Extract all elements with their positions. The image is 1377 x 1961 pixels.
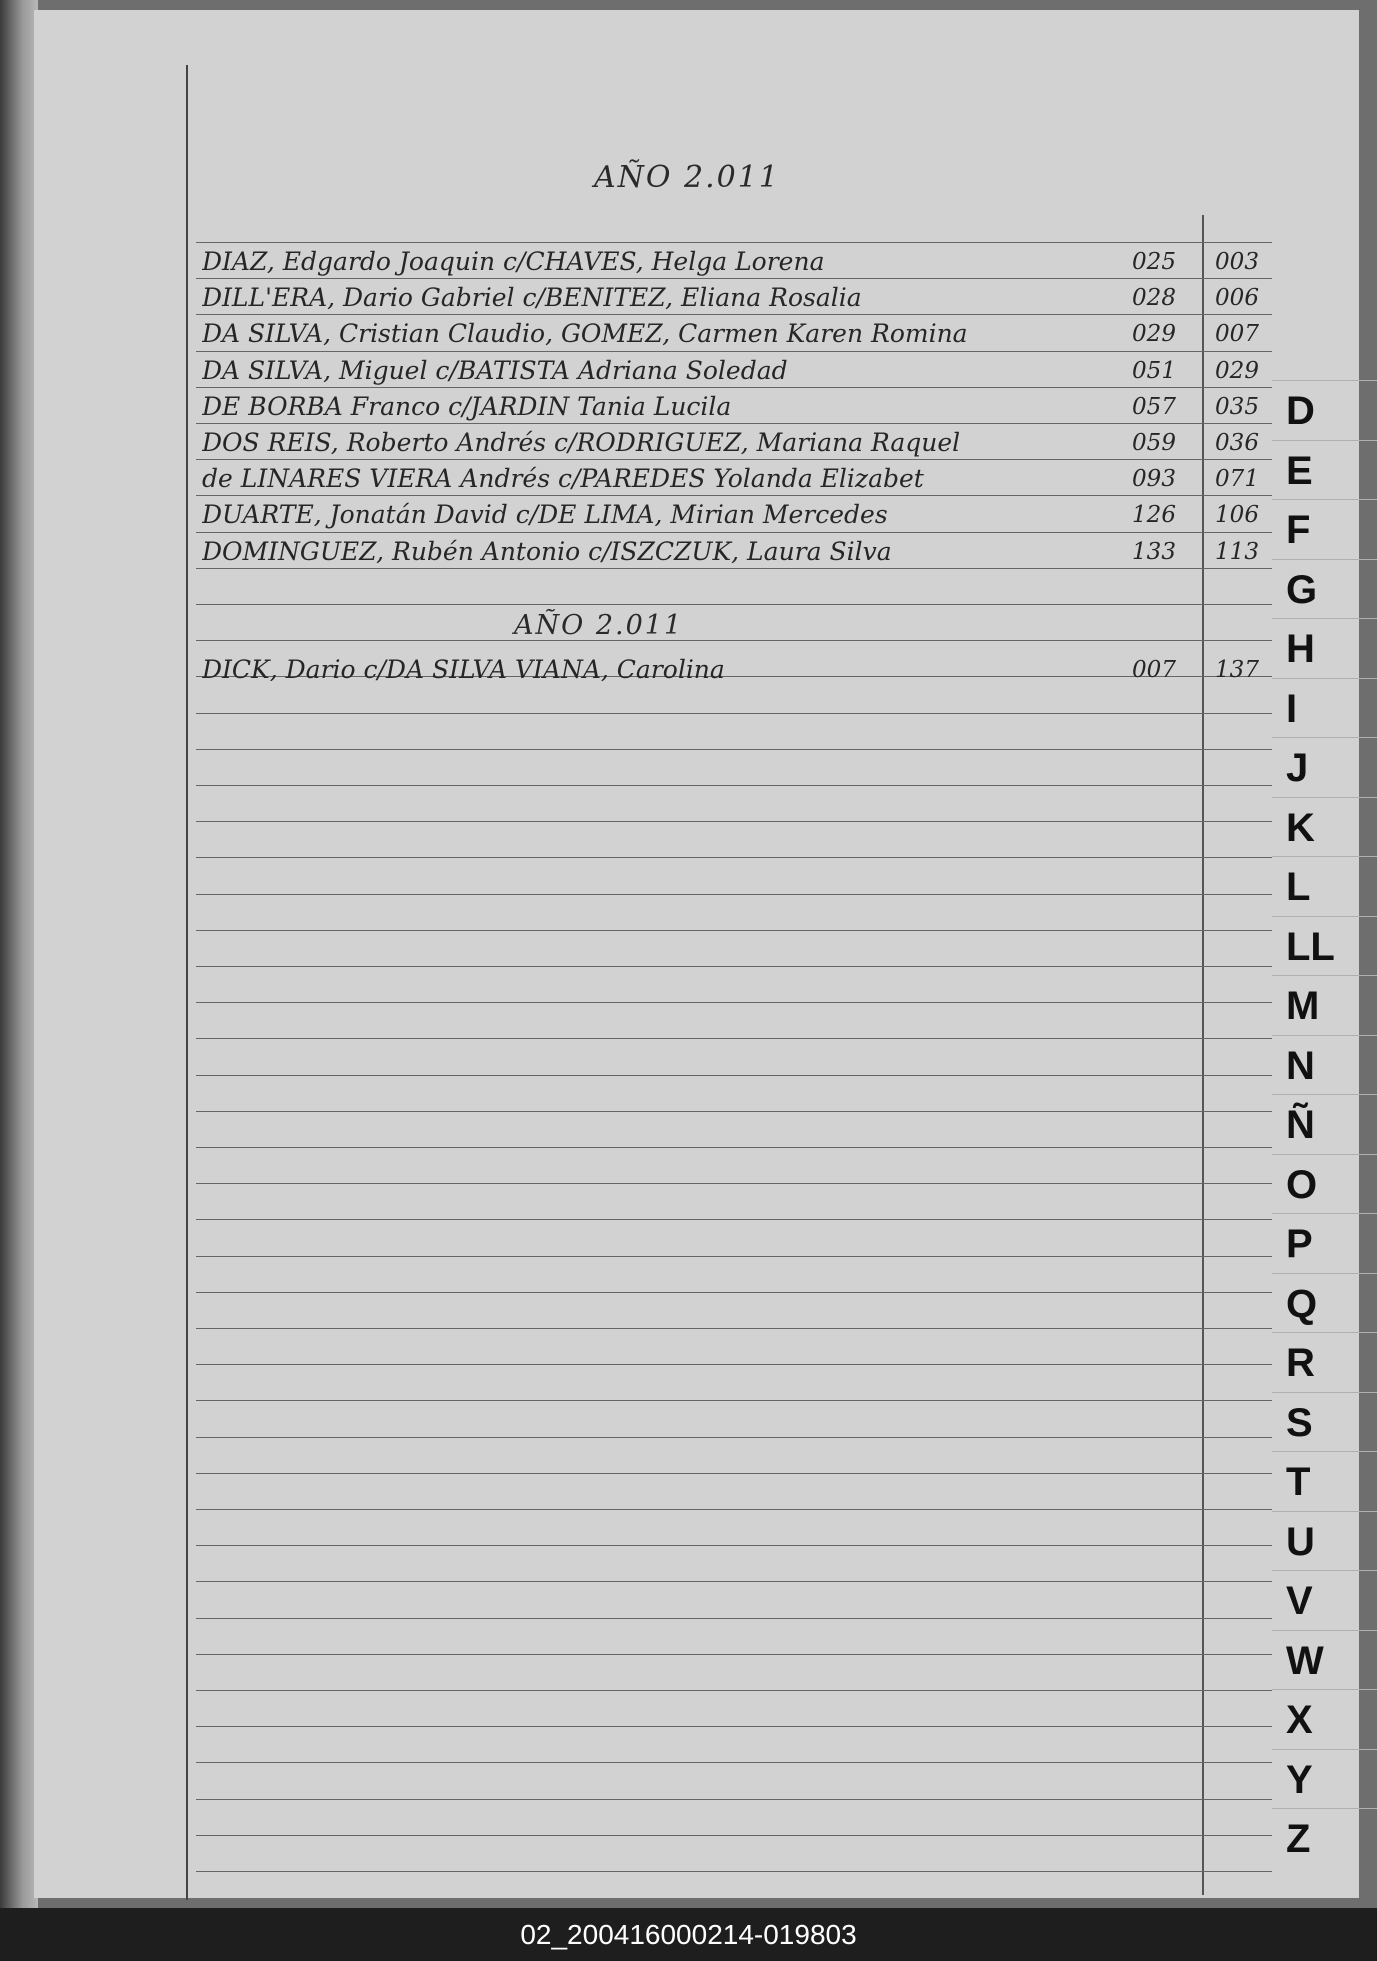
entry-name: DIAZ, Edgardo Joaquin c/CHAVES, Helga Lorena	[202, 247, 825, 276]
entry-number: 051	[1132, 358, 1176, 384]
ruled-line	[196, 1111, 1272, 1112]
entry-row	[202, 356, 1272, 390]
ruled-line	[196, 1509, 1272, 1510]
index-tab[interactable]: X	[1272, 1689, 1377, 1749]
entry-row	[202, 655, 1272, 689]
entry-folio: 003	[1215, 249, 1259, 275]
ruled-line	[196, 1618, 1272, 1619]
index-tab[interactable]: M	[1272, 975, 1377, 1035]
ruled-line	[196, 966, 1272, 967]
entry-row	[202, 247, 1272, 281]
ruled-line	[196, 749, 1272, 750]
ruled-line	[196, 857, 1272, 858]
ledger-page	[34, 10, 1359, 1898]
index-tab[interactable]: E	[1272, 440, 1377, 500]
entry-name: DICK, Dario c/DA SILVA VIANA, Carolina	[202, 655, 725, 684]
index-tab[interactable]: D	[1272, 380, 1377, 440]
entry-folio: 113	[1215, 539, 1259, 565]
index-tab[interactable]: G	[1272, 559, 1377, 619]
ruled-line	[196, 1690, 1272, 1691]
ruled-line	[196, 930, 1272, 931]
entry-name: DILL'ERA, Dario Gabriel c/BENITEZ, Eliana Rosalia	[202, 283, 862, 312]
index-tab[interactable]: K	[1272, 797, 1377, 857]
ruled-line	[196, 785, 1272, 786]
entry-row	[202, 428, 1272, 462]
entry-folio: 036	[1215, 430, 1259, 456]
index-tab[interactable]: Z	[1272, 1808, 1377, 1868]
entry-row	[202, 283, 1272, 317]
index-tab[interactable]: Q	[1272, 1273, 1377, 1333]
entry-row	[202, 500, 1272, 534]
index-tab[interactable]: T	[1272, 1451, 1377, 1511]
entry-folio: 106	[1215, 502, 1259, 528]
ruled-line	[196, 1835, 1272, 1836]
entry-folio: 006	[1215, 285, 1259, 311]
entry-number: 007	[1132, 657, 1176, 683]
index-tab[interactable]: R	[1272, 1332, 1377, 1392]
ruled-line	[196, 1147, 1272, 1148]
ruled-line	[196, 1400, 1272, 1401]
ruled-line	[196, 1256, 1272, 1257]
index-tab[interactable]: S	[1272, 1392, 1377, 1452]
left-margin-line	[186, 65, 188, 1900]
ruled-line	[196, 1002, 1272, 1003]
scan-footer-id: 02_200416000214-019803	[520, 1919, 857, 1950]
ruled-line	[196, 1364, 1272, 1365]
alphabet-index-tabs	[1272, 380, 1377, 1880]
second-heading: AÑO 2.011	[514, 610, 684, 641]
index-tab[interactable]: L	[1272, 856, 1377, 916]
index-tab[interactable]: LL	[1272, 916, 1377, 976]
ruled-line	[196, 1219, 1272, 1220]
index-tab[interactable]: F	[1272, 499, 1377, 559]
ruled-line	[196, 1726, 1272, 1727]
ruled-line	[196, 1292, 1272, 1293]
entry-name: DOMINGUEZ, Rubén Antonio c/ISZCZUK, Laura Silva	[202, 537, 892, 566]
entry-folio: 029	[1215, 358, 1259, 384]
index-tab[interactable]: W	[1272, 1630, 1377, 1690]
entry-name: DOS REIS, Roberto Andrés c/RODRIGUEZ, Mariana Raquel	[202, 428, 961, 457]
entry-row	[202, 464, 1272, 498]
entry-name: DA SILVA, Miguel c/BATISTA Adriana Soledad	[202, 356, 788, 385]
page-heading: AÑO 2.011	[594, 160, 780, 195]
ruled-line	[196, 821, 1272, 822]
index-tab[interactable]: N	[1272, 1035, 1377, 1095]
ruled-line	[196, 1871, 1272, 1872]
ruled-line	[196, 1545, 1272, 1546]
index-tab[interactable]: J	[1272, 737, 1377, 797]
entry-number: 133	[1132, 539, 1176, 565]
ruled-line	[196, 1437, 1272, 1438]
entry-folio: 137	[1215, 657, 1259, 683]
entry-number: 126	[1132, 502, 1176, 528]
ruled-line	[196, 1654, 1272, 1655]
entry-folio: 007	[1215, 321, 1259, 347]
ruled-line	[196, 1473, 1272, 1474]
entry-name: DA SILVA, Cristian Claudio, GOMEZ, Carmen Karen Romina	[202, 319, 968, 348]
ruled-line	[196, 1183, 1272, 1184]
index-tab[interactable]: O	[1272, 1154, 1377, 1214]
index-tab[interactable]: P	[1272, 1213, 1377, 1273]
entry-folio: 071	[1215, 466, 1259, 492]
ruled-line	[196, 1581, 1272, 1582]
entry-row	[202, 537, 1272, 571]
ruled-line	[196, 1075, 1272, 1076]
entry-number: 057	[1132, 394, 1176, 420]
entry-row	[202, 319, 1272, 353]
ruled-line	[196, 713, 1272, 714]
entry-name: DUARTE, Jonatán David c/DE LIMA, Mirian Mercedes	[202, 500, 888, 529]
index-tab[interactable]: Y	[1272, 1749, 1377, 1809]
entry-number: 028	[1132, 285, 1176, 311]
ruled-line	[196, 1762, 1272, 1763]
entry-number: 093	[1132, 466, 1176, 492]
index-tab[interactable]: U	[1272, 1511, 1377, 1571]
ruled-line	[196, 604, 1272, 605]
entry-number: 025	[1132, 249, 1176, 275]
entry-row	[202, 392, 1272, 426]
entry-folio: 035	[1215, 394, 1259, 420]
ruled-line	[196, 640, 1272, 641]
entry-number: 059	[1132, 430, 1176, 456]
entry-name: de LINARES VIERA Andrés c/PAREDES Yolanda Elizabet	[202, 464, 924, 493]
ruled-line	[196, 1038, 1272, 1039]
entry-name: DE BORBA Franco c/JARDIN Tania Lucila	[202, 392, 732, 421]
entry-number: 029	[1132, 321, 1176, 347]
index-tab[interactable]: I	[1272, 678, 1377, 738]
ruled-line	[196, 1799, 1272, 1800]
index-tab[interactable]: H	[1272, 618, 1377, 678]
ruled-line	[196, 894, 1272, 895]
ruled-line	[196, 1328, 1272, 1329]
book-spine	[0, 0, 38, 1908]
index-tab[interactable]: V	[1272, 1570, 1377, 1630]
ruled-line	[196, 242, 1272, 243]
index-tab[interactable]: Ñ	[1272, 1094, 1377, 1154]
